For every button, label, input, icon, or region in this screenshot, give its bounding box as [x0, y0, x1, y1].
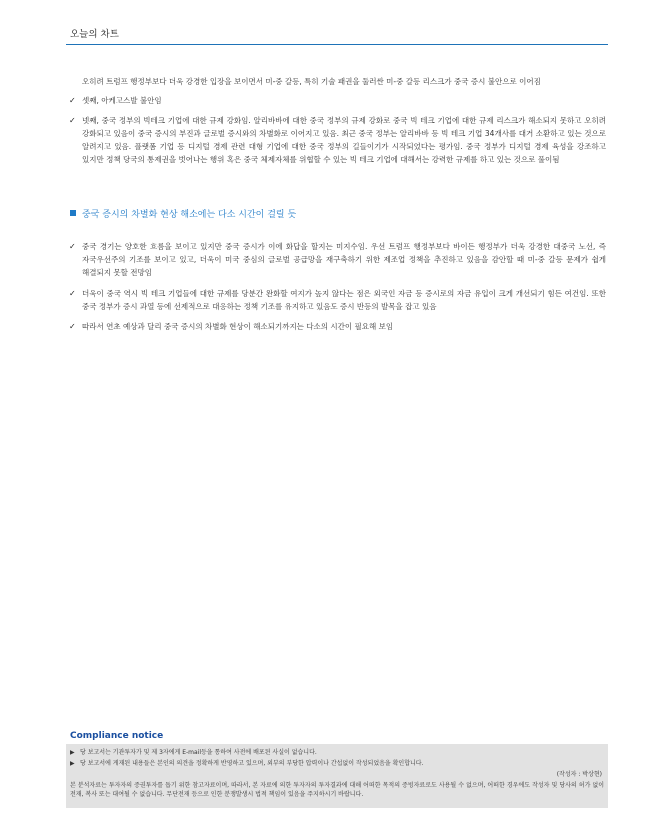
check-icon: ✓: [69, 289, 76, 298]
bullet-item: 더욱이 중국 역시 빅 테크 기업들에 대한 규제를 당분간 완화할 여지가 높지 않다는 점은 외국인 자금 등 증시로의 자금 유입이 크게 개선되기 힘든 여건임. 또한 중국 정부가 증시 과열 등에 선제적으로 대응하는 정책 기조를 유지하고 있음도 증시 반등의 발목을 잡고 있음: [82, 289, 606, 311]
bullet-item: 중국 경기는 양호한 흐름을 보이고 있지만 중국 증시가 이에 화답을 할지는 미지수임. 우선 트럼프 행정부보다 바이든 행정부가 더욱 강경한 대중국 노선, 즉 자국우선주의 기조를 보이고 있고, 더욱이 미국 중심의 글로벌 공급망을 재구축하기 위한 제조업 정책을 추진하고 있음을 감안할 때 미-중 갈등 문제가 쉽게 해결되지 못할 전망임: [82, 242, 606, 277]
bullet-item: 따라서 연초 예상과 달리 중국 증시의 차별화 현상이 해소되기까지는 다소의 시간이 필요해 보임: [82, 322, 394, 331]
check-icon: ✓: [69, 322, 76, 331]
compliance-notice: 당 보고서에 게재된 내용들은 본인의 의견을 정확하게 반영하고 있으며, 외부의 부당한 압력이나 간섭없이 작성되었음을 확인합니다.: [80, 760, 424, 767]
section-heading: [70, 207, 296, 220]
header-divider: [66, 44, 608, 45]
compliance-box: [66, 744, 608, 808]
check-icon: ✓: [69, 242, 76, 251]
bullet-item: 넷째, 중국 정부의 빅테크 기업에 대한 규제 강화임. 알리바바에 대한 중국 정부의 규제 강화로 중국 빅 테크 기업에 대한 규제 리스크가 해소되지 못하고 오히려 강화되고 있음이 중국 증시의 부진과 글로벌 증시와의 차별화로 이어지고 있음. 최근 중국 정부는 알리바바 등 빅 테크 기업 34개사를 대거 소환하고 있는 것으로 알려지고 있음. 플랫폼 기업 등 디지털 경제 관련 대형 기업에 대한 중국 정부의 길들이기가 시작되었다는 평가임. 중국 정부가 디지털 경제 육성을 강조하고 있지만 정책 당국의 통제권을 벗어나는 행위 혹은 중국 체제자체를 위협할 수 있는 빅 테크 기업에 대해서는 강력한 규제를 하고 있는 것으로 풀이됨: [82, 116, 606, 164]
check-icon: ✓: [69, 116, 76, 125]
arrow-icon: ▶: [70, 760, 75, 767]
disclaimer-text: 본 분석자료는 투자자의 증권투자를 돕기 위한 참고자료이며, 따라서, 본 자료에 의한 투자자의 투자결과에 대해 어떠한 목적의 증빙자료로도 사용될 수 없으며, 어떠한 경우에도 작성자 및 당사의 허가 없이 전재, 복사 또는 대여될 수 없습니다. 무단전재 등으로 인한 분쟁발생시 법적 책임이 있음을 주지하시기 바랍니다.: [70, 782, 604, 798]
arrow-icon: ▶: [70, 749, 75, 756]
header-title: 오늘의 차트: [70, 29, 119, 40]
bullet-item: 셋째, 아케고스발 불안임: [82, 96, 162, 105]
top-paragraph: 오히려 트럼프 행정부보다 더욱 강경한 입장을 보이면서 미-중 갈등, 특히 기술 패권을 둘러싼 미-중 갈등 리스크가 중국 증시 불안으로 이어짐: [82, 77, 541, 86]
author-credit: (작성자 : 박상현): [556, 771, 602, 778]
check-icon: ✓: [69, 96, 76, 105]
compliance-title: Compliance notice: [70, 731, 164, 741]
section-heading-text: 중국 증시의 차별화 현상 해소에는 다소 시간이 걸릴 듯: [82, 210, 297, 220]
compliance-notice: 당 보고서는 기관투자가 및 제 3자에게 E-mail등을 통하여 사전에 배포된 사실이 없습니다.: [80, 749, 317, 756]
square-bullet-icon: [70, 210, 76, 216]
